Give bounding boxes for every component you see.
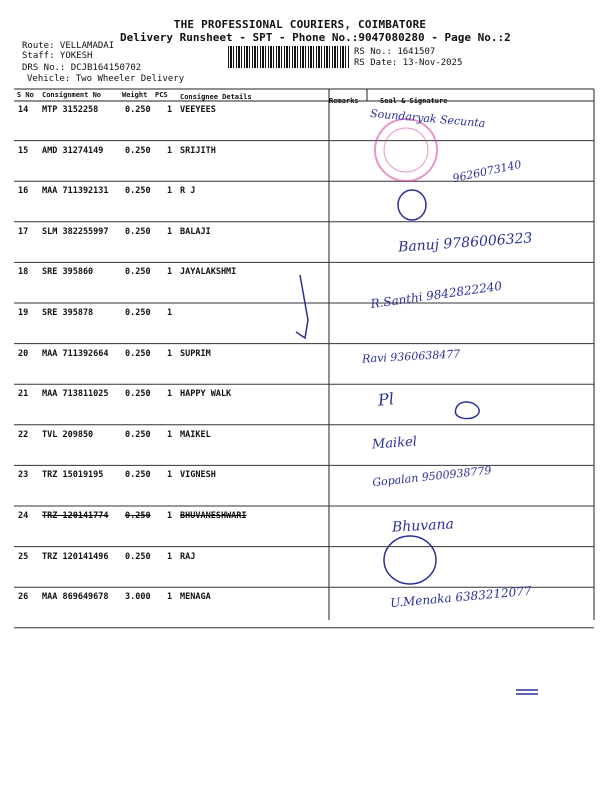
table-row (0, 227, 330, 241)
row-sno: 24 (18, 511, 29, 521)
col-header-weight: Weight (122, 91, 148, 99)
row-weight: 0.250 (125, 389, 151, 400)
row-consignment-no: MAA 711392131 (42, 186, 109, 197)
handwritten-signature: Ravi 9360638477 (361, 347, 461, 366)
row-consignee: BHUVANESHWARI (180, 511, 247, 521)
table-row (0, 430, 330, 444)
table-row (0, 146, 330, 160)
table-row (0, 389, 330, 403)
col-header-consignee: Consignee Details (180, 93, 252, 101)
row-weight: 3.000 (125, 592, 151, 603)
row-pcs: 1 (167, 511, 173, 521)
row-pcs: 1 (167, 429, 173, 440)
col-header-sno: S No (17, 91, 34, 99)
table-row (0, 511, 330, 525)
row-consignment-no: TRZ 120141774 (42, 511, 109, 521)
row-weight: 0.250 (125, 267, 151, 278)
table-row (0, 592, 330, 606)
row-pcs: 1 (167, 592, 173, 603)
row-weight: 0.250 (125, 429, 151, 440)
rs-number: RS No.: 1641507 (354, 47, 436, 57)
row-sno: 18 (18, 267, 29, 278)
row-consignment-no: SRE 395860 (42, 267, 94, 278)
header-company: THE PROFESSIONAL COURIERS, COIMBATORE (173, 18, 427, 31)
row-consignee: MAIKEL (180, 429, 211, 440)
handwritten-signature: Bhuvana (391, 516, 455, 536)
handwritten-signature: R.Santhi 9842822240 (369, 278, 503, 312)
row-weight: 0.250 (125, 105, 151, 115)
row-consignee: HAPPY WALK (180, 389, 232, 400)
row-weight: 0.250 (125, 551, 151, 562)
handwritten-signature: Pl (377, 389, 395, 410)
row-sno: 20 (18, 348, 29, 359)
col-header-signature: Seal & Signature (380, 97, 448, 105)
row-consignee: RAJ (180, 551, 196, 562)
row-consignee: VIGNESH (180, 470, 216, 481)
row-consignee: R J (180, 186, 196, 197)
row-consignee: SRIJITH (180, 145, 216, 156)
row-pcs: 1 (167, 145, 173, 156)
row-consignment-no: SRE 395878 (42, 308, 94, 318)
row-consignee: VEEYEES (180, 105, 216, 115)
row-consignee: BALAJI (180, 226, 211, 237)
row-sno: 14 (18, 105, 29, 115)
table-row (0, 552, 330, 566)
handwritten-signature: U.Menaka 6383212077 (389, 583, 533, 611)
col-header-pcs: PCS (155, 91, 168, 99)
handwritten-signature: Gopalan 9500938779 (371, 463, 493, 490)
row-weight: 0.250 (125, 470, 151, 481)
row-weight: 0.250 (125, 145, 151, 156)
row-consignee: SUPRIM (180, 348, 211, 359)
table-row (0, 349, 330, 363)
handwritten-signature: Soundaryak Secunta (369, 106, 486, 131)
row-consignee: MENAGA (180, 592, 211, 603)
row-consignment-no: MAA 713811025 (42, 389, 109, 400)
table-row (0, 308, 330, 322)
row-pcs: 1 (167, 551, 173, 562)
handwritten-signature: 9626073140 (451, 157, 523, 186)
staff-label: Staff: YOKESH (22, 51, 93, 61)
row-consignment-no: TRZ 120141496 (42, 551, 109, 562)
row-sno: 15 (18, 145, 29, 156)
row-pcs: 1 (167, 470, 173, 481)
row-sno: 23 (18, 470, 29, 481)
row-consignment-no: MTP 3152258 (42, 105, 99, 115)
row-sno: 16 (18, 186, 29, 197)
row-pcs: 1 (167, 105, 173, 115)
row-consignment-no: SLM 382255997 (42, 226, 109, 237)
row-sno: 17 (18, 226, 29, 237)
table-row (0, 186, 330, 200)
table-row (0, 267, 330, 281)
row-weight: 0.250 (125, 511, 151, 521)
row-sno: 21 (18, 389, 29, 400)
row-pcs: 1 (167, 348, 173, 359)
row-weight: 0.250 (125, 348, 151, 359)
row-sno: 22 (18, 429, 29, 440)
row-weight: 0.250 (125, 186, 151, 197)
row-sno: 25 (18, 551, 29, 562)
col-header-remarks: Remarks (329, 97, 359, 105)
row-pcs: 1 (167, 267, 173, 278)
table-row (0, 105, 330, 119)
row-pcs: 1 (167, 186, 173, 197)
route-label: Route: VELLAMADAI (22, 41, 115, 51)
courier-seal-stamp (375, 119, 437, 181)
row-weight: 0.250 (125, 308, 151, 318)
rs-date: RS Date: 13-Nov-2025 (354, 58, 463, 68)
drs-label: DRS No.: DCJB164150702 (22, 63, 142, 73)
handwritten-signature: Banuj 9786006323 (397, 230, 533, 256)
row-consignment-no: TVL 209850 (42, 429, 94, 440)
table-row (0, 470, 330, 484)
row-consignment-no: MAA 869649678 (42, 592, 109, 603)
row-consignment-no: TRZ 15019195 (42, 470, 104, 481)
row-consignment-no: AMD 31274149 (42, 145, 104, 156)
row-consignee: JAYALAKSHMI (180, 267, 237, 278)
row-sno: 26 (18, 592, 29, 603)
row-sno: 19 (18, 308, 29, 318)
handwritten-signature: Maikel (371, 434, 418, 453)
row-pcs: 1 (167, 389, 173, 400)
row-pcs: 1 (167, 226, 173, 237)
row-consignment-no: MAA 711392664 (42, 348, 109, 359)
vehicle-label: Vehicle: Two Wheeler Delivery (27, 74, 185, 84)
row-weight: 0.250 (125, 226, 151, 237)
row-pcs: 1 (167, 308, 173, 318)
col-header-consignment: Consignment No (42, 91, 102, 99)
header-subtitle: Delivery Runsheet - SPT - Phone No.:9047080280 - Page No.:2 (120, 31, 511, 44)
